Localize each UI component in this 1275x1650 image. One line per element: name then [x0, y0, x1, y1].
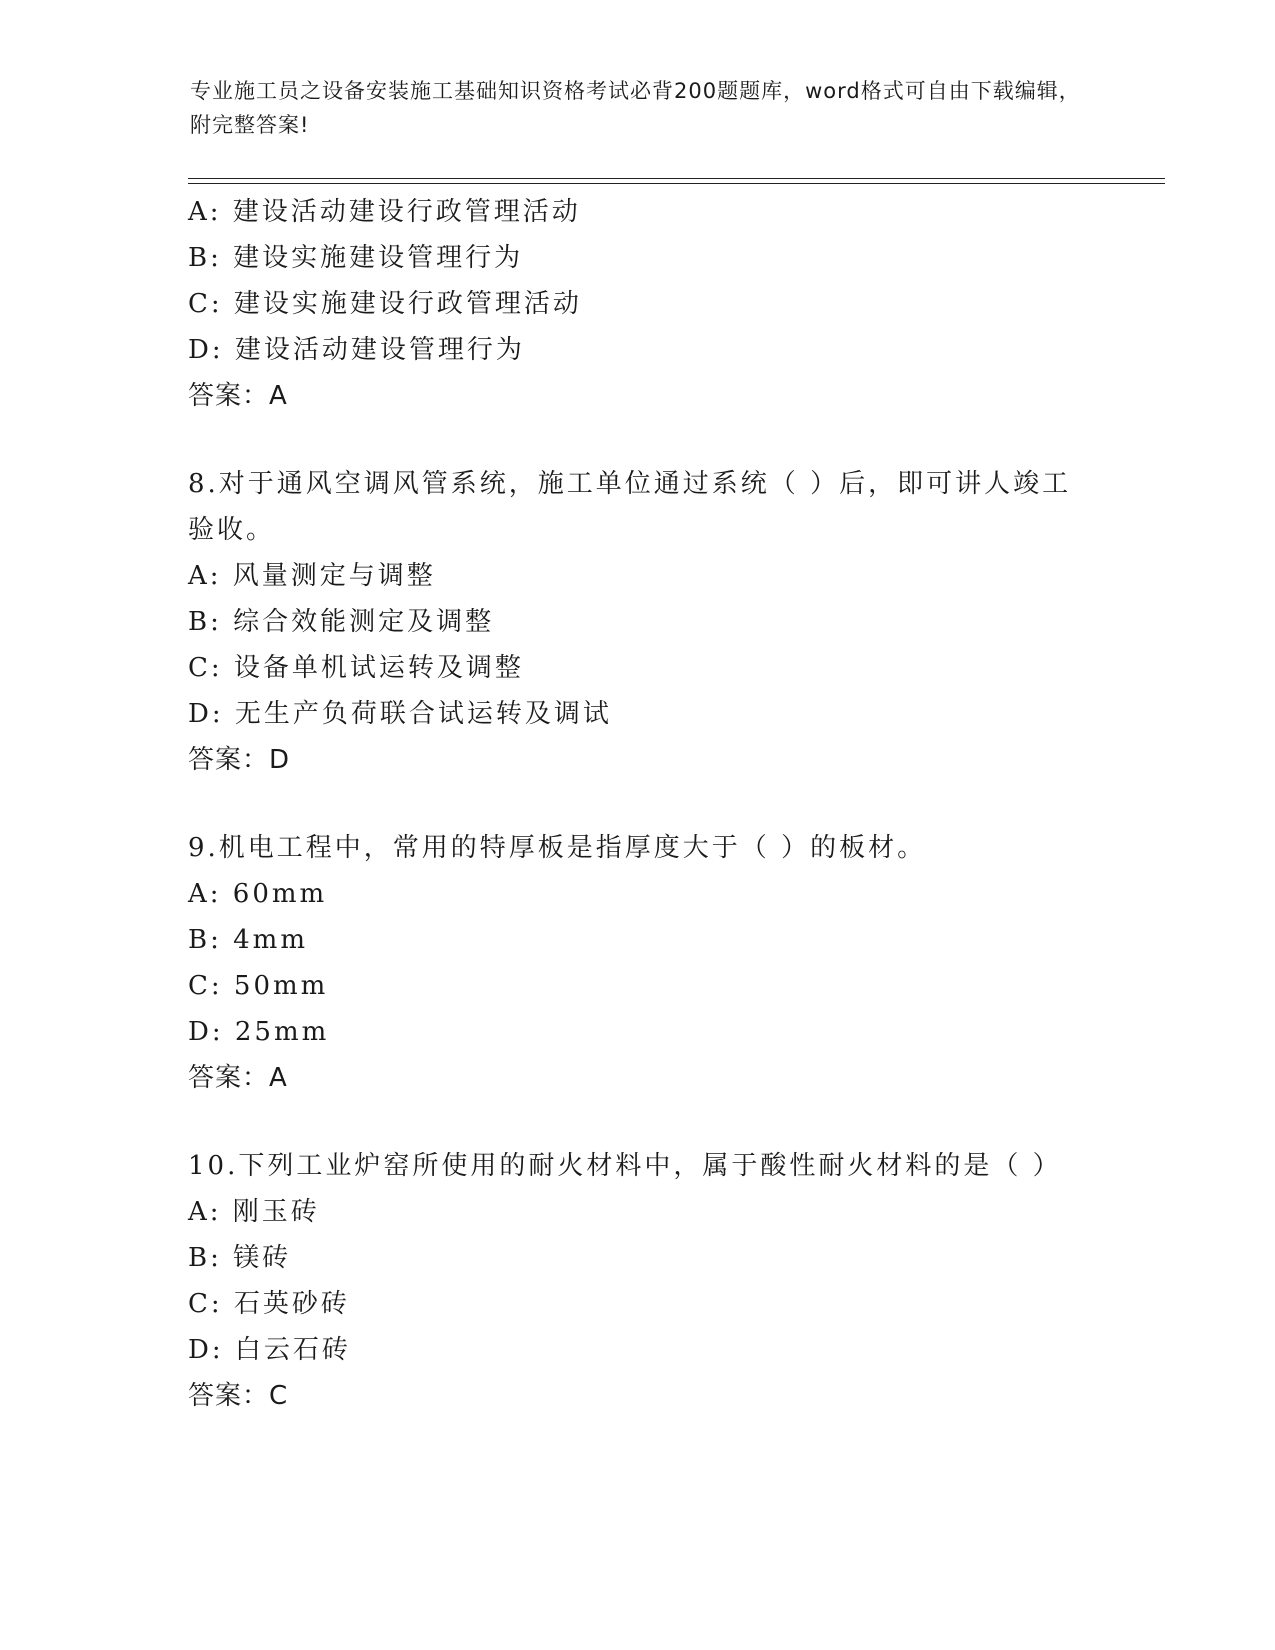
option-c: C: 建设实施建设行政管理活动 — [188, 289, 582, 319]
option-d: D: 白云石砖 — [188, 1335, 351, 1365]
option-d: D: 25mm — [188, 1017, 330, 1047]
option-c: C: 石英砂砖 — [188, 1289, 350, 1319]
question-stem: 9.机电工程中，常用的特厚板是指厚度大于（ ）的板材。 — [188, 833, 927, 863]
question-block-9 — [188, 825, 1088, 1101]
option-b: B: 4mm — [188, 925, 308, 955]
answer-line: 答案：A — [188, 1063, 288, 1093]
question-block-8 — [188, 461, 1088, 783]
option-b: B: 综合效能测定及调整 — [188, 607, 495, 637]
option-c: C: 50mm — [188, 971, 329, 1001]
option-a: A: 60mm — [188, 879, 328, 909]
answer-line: 答案：C — [188, 1381, 289, 1411]
option-a: A: 刚玉砖 — [188, 1197, 320, 1227]
document-header: 专业施工员之设备安装施工基础知识资格考试必背200题题库，word格式可自由下载编辑，附完整答案! — [190, 79, 1081, 137]
question-block-10 — [188, 1143, 1088, 1419]
answer-line: 答案：D — [188, 745, 291, 775]
option-c: C: 设备单机试运转及调整 — [188, 653, 524, 683]
answer-line: 答案：A — [188, 381, 288, 411]
option-a: A: 风量测定与调整 — [188, 561, 436, 591]
header-rule-top — [188, 178, 1165, 179]
option-b: B: 建设实施建设管理行为 — [188, 243, 524, 273]
question-stem: 8.对于通风空调风管系统，施工单位通过系统（ ）后，即可讲人竣工验收。 — [188, 469, 1072, 545]
option-b: B: 镁砖 — [188, 1243, 292, 1273]
question-block-7 — [188, 189, 1088, 419]
option-d: D: 无生产负荷联合试运转及调试 — [188, 699, 612, 729]
question-list — [188, 189, 1088, 1419]
header-rule-bottom — [188, 183, 1165, 184]
option-a: A: 建设活动建设行政管理活动 — [188, 197, 581, 227]
option-d: D: 建设活动建设管理行为 — [188, 335, 525, 365]
question-stem: 10.下列工业炉窑所使用的耐火材料中，属于酸性耐火材料的是（ ） — [188, 1151, 1062, 1181]
